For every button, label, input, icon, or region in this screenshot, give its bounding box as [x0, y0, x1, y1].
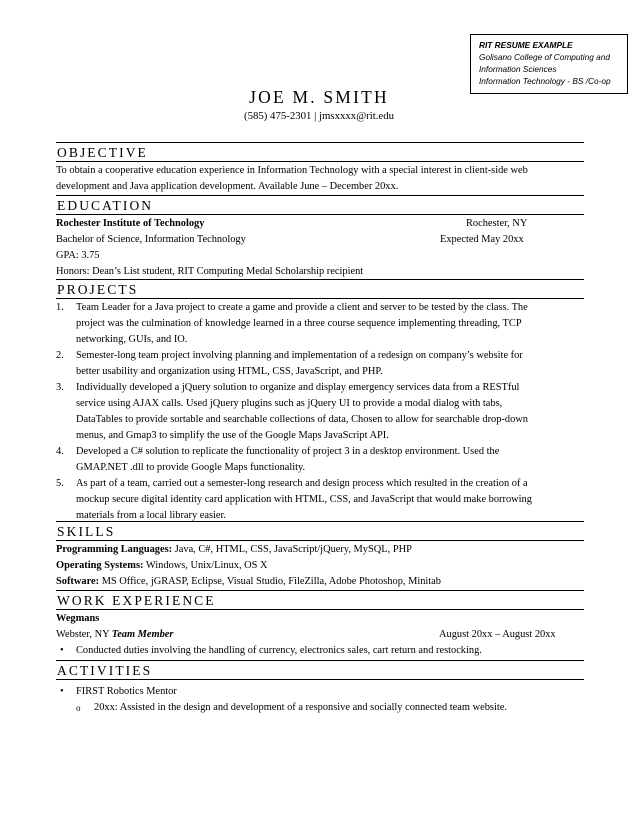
degree: Bachelor of Science, Information Technology: [56, 234, 246, 245]
project-number: 2.: [56, 350, 64, 361]
project-item: [56, 380, 584, 444]
project-text: service using AJAX calls. Used jQuery plugins such as jQuery UI to provide a modal dialog with tabs,: [76, 398, 503, 409]
section-heading: SKILLS: [56, 521, 584, 541]
circle-bullet-icon: o: [76, 703, 81, 713]
callout-line: Golisano College of Computing and: [479, 52, 610, 62]
section-heading: WORK EXPERIENCE: [56, 590, 584, 610]
section-heading: OBJECTIVE: [56, 142, 584, 162]
contact-info: (585) 475-2301 | jmsxxxx@rit.edu: [243, 110, 395, 122]
expected-graduation: Expected May 20xx: [440, 234, 524, 245]
school-name: Rochester Institute of Technology: [56, 218, 205, 229]
activity-sub-item: [56, 700, 584, 716]
project-text: As part of a team, carried out a semester-long research and design process which resulted in the creation of a: [76, 478, 528, 489]
project-text: Team Leader for a Java project to create a game and provide a client and server to be tested by the class. The: [76, 302, 528, 313]
project-text: Developed a C# solution to replicate the functionality of project 3 in a desktop environment. Used the: [76, 446, 500, 457]
skill-label: Programming Languages:: [56, 544, 173, 555]
project-text: menus, and Gmap3 to simplify the use of the Google Maps JavaScript API.: [76, 430, 389, 441]
project-item: [56, 300, 584, 348]
bullet-icon: •: [60, 645, 64, 656]
objective-section: [56, 142, 584, 195]
section-heading: EDUCATION: [56, 195, 584, 215]
objective-text: To obtain a cooperative education experience in Information Technology with a special interest in client-side web: [56, 165, 528, 176]
skills-section: [56, 521, 584, 590]
skill-label: Operating Systems:: [56, 560, 144, 571]
gpa: GPA: 3.75: [56, 250, 100, 261]
project-text: materials from a local library easier.: [76, 510, 227, 521]
objective-text: development and Java application development. Available June – December 20xx.: [56, 181, 399, 192]
project-item: [56, 348, 584, 380]
skill-value: MS Office, jGRASP, Eclipse, Visual Studio, FileZilla, Adobe Photoshop, Minitab: [99, 576, 441, 587]
callout-title: RIT RESUME EXAMPLE: [479, 40, 573, 50]
duty-item: [56, 643, 584, 659]
project-number: 4.: [56, 446, 64, 457]
honors: Honors: Dean’s List student, RIT Computing Medal Scholarship recipient: [56, 266, 364, 277]
section-heading: ACTIVITIES: [56, 660, 584, 680]
project-text: DataTables to provide sortable and searchable collections of data, Chosen to allow for searchable drop-down: [76, 414, 528, 425]
activities-section: [56, 660, 584, 716]
project-number: 3.: [56, 382, 64, 393]
callout-line: Information Sciences: [479, 64, 557, 74]
project-item: [56, 444, 584, 476]
activity-text: FIRST Robotics Mentor: [76, 686, 177, 697]
project-item: [56, 476, 584, 524]
job-location: Webster, NY: [56, 629, 112, 640]
candidate-name: JOE M. SMITH: [249, 87, 389, 107]
duty-text: Conducted duties involving the handling of currency, electronics sales, cart return and restocking.: [76, 645, 482, 656]
section-heading: PROJECTS: [56, 279, 584, 299]
project-text: mockup secure digital identity card application with HTML, CSS, and JavaScript that would make borrowing: [76, 494, 532, 505]
job-title: Team Member: [111, 629, 174, 640]
job-dates: August 20xx – August 20xx: [439, 629, 556, 640]
activity-sub-text: 20xx: Assisted in the design and development of a responsive and socially connected team website.: [94, 702, 507, 713]
project-text: Semester-long team project involving planning and implementation of a redesign on company’s website for: [76, 350, 523, 361]
work-experience-section: [56, 590, 584, 659]
bullet-icon: •: [60, 686, 64, 697]
projects-list: [56, 300, 584, 524]
project-text: Individually developed a jQuery solution to organize and display emergency services data from a RESTful: [76, 382, 520, 393]
skill-os: [56, 558, 584, 574]
skill-value: Windows, Unix/Linux, OS X: [143, 560, 268, 571]
callout-line: Information Technology - BS /Co-op: [479, 76, 611, 86]
skill-programming: [56, 542, 584, 558]
project-number: 1.: [56, 302, 64, 313]
project-text: GMAP.NET .dll to provide Google Maps functionality.: [76, 462, 306, 473]
project-number: 5.: [56, 478, 64, 489]
employer-name: Wegmans: [56, 613, 100, 624]
skill-software: [56, 574, 584, 590]
education-section: [56, 195, 584, 280]
skill-label: Software:: [56, 576, 100, 587]
project-text: better usability and organization using HTML, CSS, JavaScript, and PHP.: [76, 366, 383, 377]
project-text: networking, GUIs, and IO.: [76, 334, 188, 345]
skill-value: Java, C#, HTML, CSS, JavaScript/jQuery, MySQL, PHP: [172, 544, 412, 555]
project-text: project was the culmination of knowledge learned in a three course sequence implementing threading, TCP: [76, 318, 522, 329]
resume-example-callout: [470, 34, 628, 94]
projects-section: [56, 279, 584, 524]
school-location: Rochester, NY: [466, 218, 528, 229]
activity-item: [56, 684, 584, 700]
